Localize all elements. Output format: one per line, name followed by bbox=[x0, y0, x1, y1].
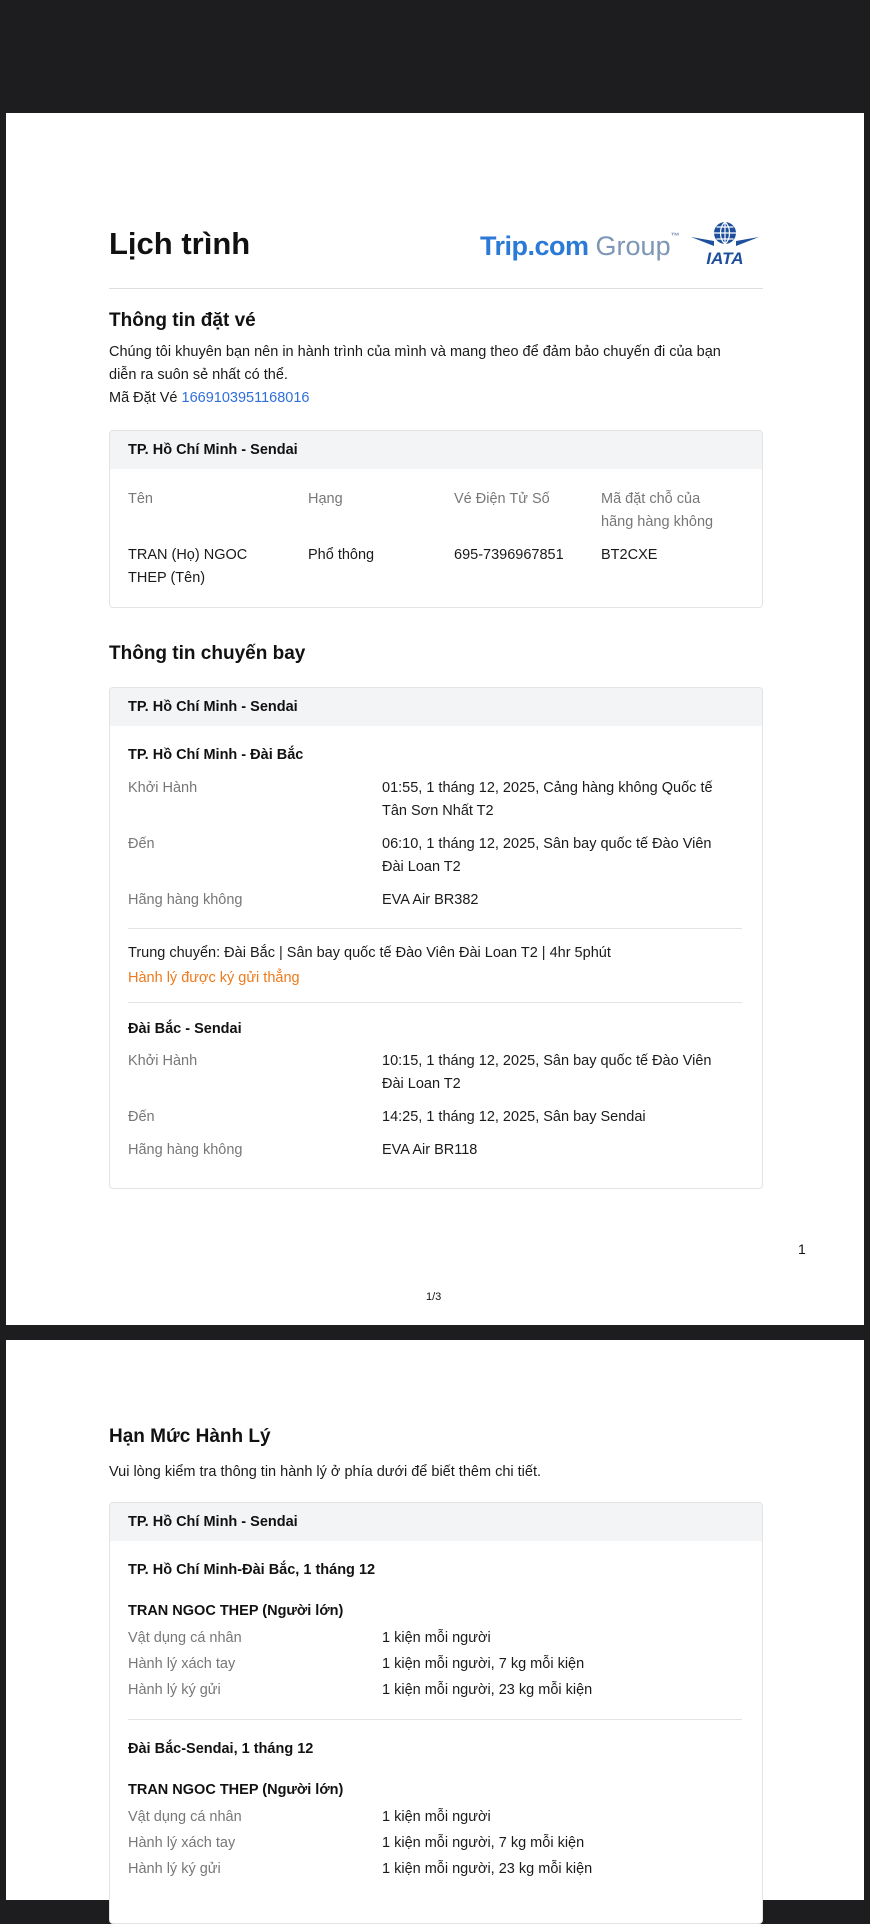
passenger-name: TRAN (Họ) NGOC THEP (Tên) bbox=[128, 547, 248, 586]
baggage-leg-2-passenger: TRAN NGOC THEP (Người lớn) bbox=[128, 1782, 344, 1798]
page-number: 1 bbox=[798, 1241, 806, 1257]
baggage-leg-1-checked-label: Hành lý ký gửi bbox=[128, 1682, 221, 1698]
baggage-leg-1-carryon-label: Hành lý xách tay bbox=[128, 1656, 236, 1672]
page-footer-counter: 1/3 bbox=[426, 1291, 442, 1303]
col-ticket-header: Vé Điện Tử Số bbox=[454, 491, 550, 507]
segment-1-arrive-label: Đến bbox=[128, 836, 155, 852]
baggage-leg-2-checked-value: 1 kiện mỗi người, 23 kg mỗi kiện bbox=[382, 1861, 593, 1877]
transfer-info: Trung chuyển: Đài Bắc | Sân bay quốc tế Đào Viên Đài Loan T2 | 4hr 5phút bbox=[128, 945, 611, 961]
cabin-class: Phổ thông bbox=[308, 547, 375, 563]
segment-2-title: Đài Bắc - Sendai bbox=[128, 1021, 242, 1037]
segment-1-airline-label: Hãng hàng không bbox=[128, 892, 243, 908]
baggage-intro: Vui lòng kiểm tra thông tin hành lý ở phía dưới để biết thêm chi tiết. bbox=[109, 1464, 542, 1480]
baggage-leg-1-checked-value: 1 kiện mỗi người, 23 kg mỗi kiện bbox=[382, 1682, 593, 1698]
segment-2-airline-value: EVA Air BR118 bbox=[382, 1142, 478, 1158]
iata-logo-icon bbox=[689, 219, 761, 267]
airline-pnr: BT2CXE bbox=[601, 547, 658, 563]
baggage-leg-divider bbox=[128, 1719, 742, 1720]
segment-2-depart-label: Khởi Hành bbox=[128, 1053, 198, 1069]
tripcom-group-logo: Trip.com Group™ bbox=[480, 231, 680, 261]
segment-1-airline-value: EVA Air BR382 bbox=[382, 892, 479, 908]
baggage-card bbox=[109, 1502, 763, 1924]
svg-text:IATA: IATA bbox=[706, 249, 744, 267]
page-title: Lịch trình bbox=[109, 226, 251, 261]
baggage-allowance-title: Hạn Mức Hành Lý bbox=[109, 1426, 271, 1447]
baggage-leg-2-checked-label: Hành lý ký gửi bbox=[128, 1861, 221, 1877]
baggage-leg-2-carryon-value: 1 kiện mỗi người, 7 kg mỗi kiện bbox=[382, 1835, 585, 1851]
segment-2-airline-label: Hãng hàng không bbox=[128, 1142, 243, 1158]
baggage-leg-1-personal-value: 1 kiện mỗi người bbox=[382, 1630, 491, 1646]
ticket-number: 695-7396967851 bbox=[454, 547, 564, 563]
baggage-leg-2-personal-label: Vật dụng cá nhân bbox=[128, 1809, 242, 1825]
baggage-leg-1-carryon-value: 1 kiện mỗi người, 7 kg mỗi kiện bbox=[382, 1656, 585, 1672]
baggage-leg-1-personal-label: Vật dụng cá nhân bbox=[128, 1630, 242, 1646]
document-page-2 bbox=[6, 1340, 864, 1900]
segment-2-depart-value: 10:15, 1 tháng 12, 2025, Sân bay quốc tế Đào Viên Đài Loan T2 bbox=[382, 1053, 712, 1092]
header-divider bbox=[109, 288, 763, 289]
baggage-leg-2-personal-value: 1 kiện mỗi người bbox=[382, 1809, 491, 1825]
booking-card bbox=[109, 430, 763, 608]
segment-2-arrive-label: Đến bbox=[128, 1109, 155, 1125]
flight-info-title: Thông tin chuyến bay bbox=[109, 643, 306, 664]
booking-code-value[interactable]: 1669103951168016 bbox=[181, 390, 310, 406]
col-name-header: Tên bbox=[128, 491, 153, 507]
baggage-card-route: TP. Hồ Chí Minh - Sendai bbox=[110, 1503, 762, 1541]
baggage-leg-2-title: Đài Bắc-Sendai, 1 tháng 12 bbox=[128, 1741, 314, 1757]
booking-card-route: TP. Hồ Chí Minh - Sendai bbox=[110, 431, 762, 469]
baggage-leg-1-passenger: TRAN NGOC THEP (Người lớn) bbox=[128, 1603, 344, 1619]
booking-intro: Chúng tôi khuyên bạn nên in hành trình của mình và mang theo để đảm bảo chuyến đi của bạn diễn ra suôn sẻ nhất có thể. Mã Đặt Vé 1669103951168016 bbox=[109, 341, 763, 410]
segment-1-title: TP. Hồ Chí Minh - Đài Bắc bbox=[128, 747, 304, 763]
segment-2-arrive-value: 14:25, 1 tháng 12, 2025, Sân bay Sendai bbox=[382, 1109, 646, 1125]
col-pnr-header: Mã đặt chỗ của hãng hàng không bbox=[601, 491, 714, 530]
baggage-leg-1-title: TP. Hồ Chí Minh-Đài Bắc, 1 tháng 12 bbox=[128, 1562, 376, 1578]
document-page-1 bbox=[6, 113, 864, 1325]
segment-1-arrive-value: 06:10, 1 tháng 12, 2025, Sân bay quốc tế Đào Viên Đài Loan T2 bbox=[382, 836, 712, 875]
segment-1-depart-value: 01:55, 1 tháng 12, 2025, Cảng hàng không Quốc tế Tân Sơn Nhất T2 bbox=[382, 780, 713, 819]
segment-1-depart-label: Khởi Hành bbox=[128, 780, 198, 796]
baggage-leg-2-carryon-label: Hành lý xách tay bbox=[128, 1835, 236, 1851]
segment-divider bbox=[128, 928, 742, 929]
flight-card bbox=[109, 687, 763, 1189]
col-class-header: Hạng bbox=[308, 491, 343, 507]
booking-code: Mã Đặt Vé 1669103951168016 bbox=[109, 390, 310, 406]
flight-card-route: TP. Hồ Chí Minh - Sendai bbox=[110, 688, 762, 726]
segment-divider bbox=[128, 1002, 742, 1003]
baggage-through-notice: Hành lý được ký gửi thẳng bbox=[128, 970, 300, 986]
booking-info-title: Thông tin đặt vé bbox=[109, 310, 256, 331]
